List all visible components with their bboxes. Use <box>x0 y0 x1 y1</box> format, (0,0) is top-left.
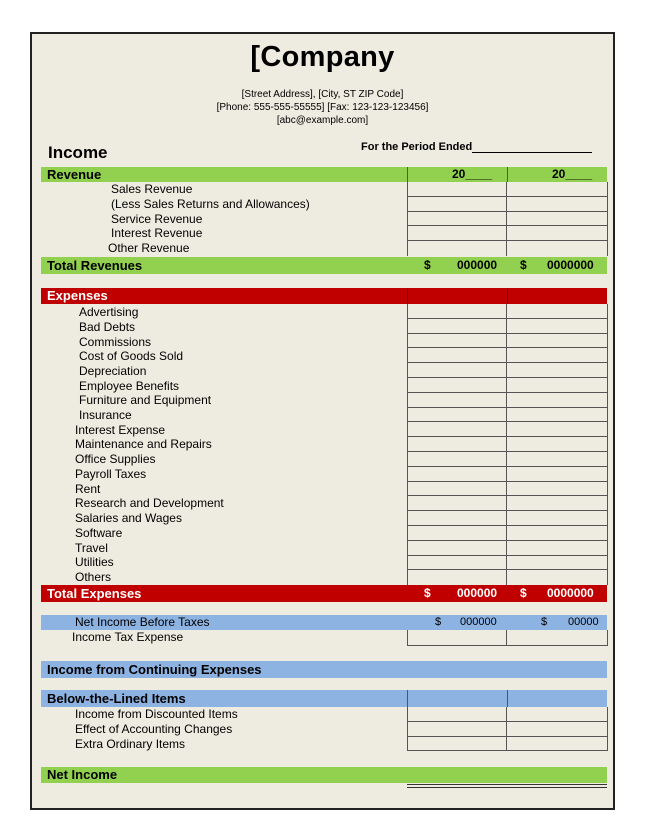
expense-item: Commissions <box>79 335 152 349</box>
expense-item: Travel <box>75 541 108 555</box>
expense-item: Insurance <box>79 408 132 422</box>
expense-item: Office Supplies <box>75 452 156 466</box>
total-expenses-sym1: $ <box>424 586 431 600</box>
expenses-value-grid[interactable] <box>407 304 608 585</box>
income-statement-sheet <box>30 32 615 810</box>
total-revenues-row <box>41 257 607 274</box>
company-email: [abc@example.com] <box>276 115 369 126</box>
below-line-grid[interactable] <box>407 707 608 751</box>
net-before-taxes-sym1: $ <box>435 616 442 628</box>
total-expenses-row <box>41 585 607 602</box>
total-expenses-sym2: $ <box>520 586 527 600</box>
total-revenues-sym2: $ <box>520 258 527 272</box>
revenue-value-grid[interactable] <box>407 182 608 256</box>
revenue-year2[interactable]: 20____ <box>552 167 593 181</box>
revenue-item: Other Revenue <box>108 241 190 255</box>
income-title: Income <box>48 143 108 162</box>
expense-item: Interest Expense <box>75 423 166 437</box>
below-line-title: Below-the-Lined Items <box>47 691 186 706</box>
period-input-line[interactable] <box>472 152 592 153</box>
expense-item: Others <box>75 570 112 584</box>
total-revenues-value1: 000000 <box>457 258 498 272</box>
total-revenues-value2: 0000000 <box>547 258 594 272</box>
net-income-label: Net Income <box>47 767 118 782</box>
below-line-item: Income from Discounted Items <box>75 707 238 721</box>
company-name: [Company <box>250 41 395 73</box>
expense-item: Bad Debts <box>79 320 136 334</box>
net-income-row <box>41 767 607 783</box>
below-line-header <box>41 690 607 707</box>
total-expenses-value1: 000000 <box>457 586 498 600</box>
expense-item: Furniture and Equipment <box>79 393 212 407</box>
expense-item: Advertising <box>79 305 139 319</box>
expense-item: Maintenance and Repairs <box>75 437 212 451</box>
net-before-taxes-value1: 000000 <box>460 616 497 628</box>
revenue-title: Revenue <box>47 167 102 182</box>
expense-item: Software <box>75 526 123 540</box>
expense-item: Rent <box>75 482 101 496</box>
expenses-title: Expenses <box>47 288 108 303</box>
revenue-header <box>41 167 607 182</box>
total-expenses-value2: 0000000 <box>547 586 594 600</box>
income-tax-label: Income Tax Expense <box>72 630 184 644</box>
net-before-taxes-label: Net Income Before Taxes <box>75 615 210 629</box>
total-revenues-sym1: $ <box>424 258 431 272</box>
total-expenses-label: Total Expenses <box>47 586 142 601</box>
company-address: [Street Address], [City, ST ZIP Code] <box>241 89 404 100</box>
expense-item: Cost of Goods Sold <box>79 349 184 363</box>
below-line-item: Extra Ordinary Items <box>75 737 186 751</box>
continuing-row <box>41 661 607 678</box>
revenue-item: (Less Sales Returns and Allowances) <box>111 197 310 211</box>
income-tax-grid[interactable] <box>407 630 608 646</box>
expense-item: Research and Development <box>75 496 224 510</box>
expense-item: Depreciation <box>79 364 147 378</box>
expense-item: Payroll Taxes <box>75 467 147 481</box>
period-label: For the Period Ended <box>361 141 473 153</box>
expense-item: Employee Benefits <box>79 379 180 393</box>
expense-item: Utilities <box>75 555 114 569</box>
below-line-item: Effect of Accounting Changes <box>75 722 233 736</box>
net-before-taxes-value2: 00000 <box>568 616 599 628</box>
revenue-year1[interactable]: 20____ <box>452 167 493 181</box>
revenue-item: Service Revenue <box>111 212 203 226</box>
net-before-taxes-row <box>41 615 607 630</box>
total-revenues-label: Total Revenues <box>47 258 143 273</box>
continuing-label: Income from Continuing Expenses <box>47 662 262 677</box>
revenue-item: Interest Revenue <box>111 226 203 240</box>
net-before-taxes-sym2: $ <box>541 616 548 628</box>
expense-item: Salaries and Wages <box>75 511 182 525</box>
company-phone-fax: [Phone: 555-555-55555] [Fax: 123-123-123456] <box>216 102 429 113</box>
net-income-double-underline <box>407 784 607 788</box>
revenue-item: Sales Revenue <box>111 182 193 196</box>
expenses-header <box>41 288 607 304</box>
